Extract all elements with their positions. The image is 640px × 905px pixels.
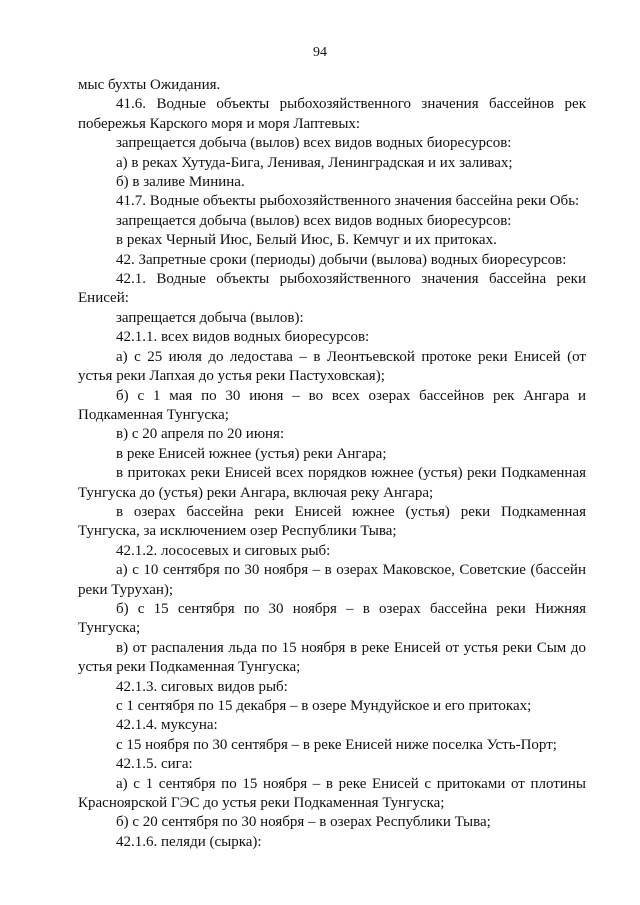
paragraph: 42.1.3. сиговых видов рыб:: [116, 678, 288, 695]
paragraph: в реке Енисей южнее (устья) реки Ангара;: [116, 445, 387, 462]
paragraph: 42.1.6. пеляди (сырка):: [116, 833, 262, 850]
paragraph: в реках Черный Июс, Белый Июс, Б. Кемчуг и их притоках.: [116, 232, 497, 249]
paragraph: запрещается добыча (вылов):: [116, 309, 304, 326]
paragraph: в) от распаления льда по 15 ноября в реке Енисей от устья реки Сым до устья реки Подкаменная Тунгуска;: [78, 639, 586, 676]
paragraph: запрещается добыча (вылов) всех видов водных биоресурсов:: [116, 135, 512, 152]
paragraph: 42.1.1. всех видов водных биоресурсов:: [116, 329, 370, 346]
paragraph: б) с 15 сентября по 30 ноября – в озерах бассейна реки Нижняя Тунгуска;: [78, 600, 586, 637]
paragraph: 42.1.4. муксуна:: [116, 717, 218, 734]
paragraph: 42.1.2. лососевых и сиговых рыб:: [116, 542, 331, 559]
paragraph: б) с 1 мая по 30 июня – во всех озерах бассейнов рек Ангара и Подкаменная Тунгуска;: [78, 387, 586, 423]
document-body: [78, 76, 586, 852]
paragraph: с 15 ноября по 30 сентября – в реке Енисей ниже поселка Усть-Порт;: [116, 736, 557, 753]
paragraph: в притоках реки Енисей всех порядков южнее (устья) реки Подкаменная Тунгуска до (устья) реки Ангара, включая реку Ангара;: [78, 465, 586, 501]
paragraph: запрещается добыча (вылов) всех видов водных биоресурсов:: [116, 212, 512, 229]
paragraph: а) с 1 сентября по 15 ноября – в реке Енисей с притоками от плотины Красноярской ГЭС до устья реки Подкаменная Тунгуска;: [78, 775, 586, 812]
page-number: 94: [313, 45, 327, 60]
paragraph: а) с 10 сентября по 30 ноября – в озерах Маковское, Советские (бассейн реки Турухан);: [78, 562, 586, 598]
paragraph: 41.7. Водные объекты рыбохозяйственного значения бассейна реки Обь:: [116, 193, 580, 210]
paragraph: в) с 20 апреля по 20 июня:: [116, 426, 285, 443]
paragraph: 42.1. Водные объекты рыбохозяйственного значения бассейна реки Енисей:: [78, 271, 586, 307]
paragraph: 42.1.5. сига:: [116, 756, 193, 773]
paragraph: а) в реках Хутуда-Бига, Ленивая, Ленинградская и их заливах;: [116, 154, 513, 171]
paragraph: б) с 20 сентября по 30 ноября – в озерах Республики Тыва;: [116, 814, 491, 831]
paragraph: мыс бухты Ожидания.: [78, 77, 221, 93]
paragraph: 42. Запретные сроки (периоды) добычи (вылова) водных биоресурсов:: [116, 251, 567, 268]
paragraph: б) в заливе Минина.: [116, 174, 245, 191]
paragraph: а) с 25 июля до ледостава – в Леонтьевской протоке реки Енисей (от устья реки Лапхая до устья реки Пастуховская);: [78, 348, 586, 385]
paragraph: в озерах бассейна реки Енисей южнее (устья) реки Подкаменная Тунгуска, за исключением озер Республики Тыва;: [78, 503, 586, 540]
paragraph: с 1 сентября по 15 декабря – в озере Мундуйское и его притоках;: [116, 698, 532, 714]
paragraph: 41.6. Водные объекты рыбохозяйственного значения бассейнов рек побережья Карского моря и моря Лаптевых:: [78, 96, 586, 132]
